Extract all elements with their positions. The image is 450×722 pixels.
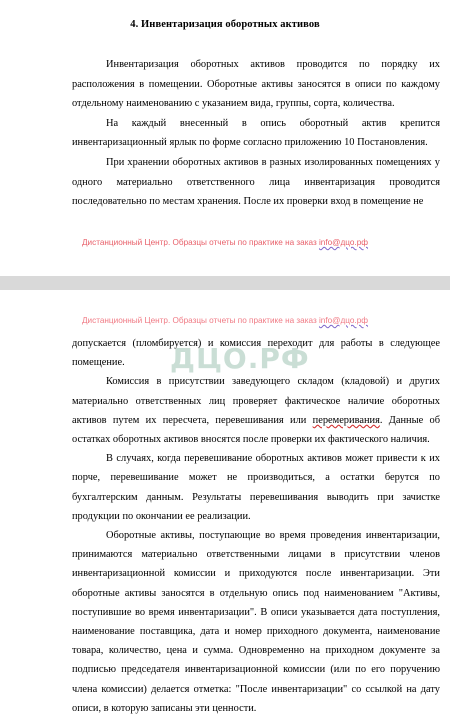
paragraph-text: Комиссия в присутствии заведующего складом (кладовой) и других материально ответственных лиц проверяет фактическое наличие оборотных активов путем их пересчета, перевешивания или [72,376,440,426]
spellcheck-marked-word: перемеривания [312,414,380,426]
paragraph: В случаях, когда перевешивание оборотных активов может привести к их порче, перевешивание может не производиться, а остатки берутся по бухгалтерским данным. Результаты перевешивания выводить при зачистке продукции по окончании ее реализации. [72,453,440,522]
watermark-link[interactable]: info@дцо.рф [318,238,368,247]
watermark-text: Дистанционный Центр. Образцы отчеты по практике на заказ [81,238,317,247]
watermark-link[interactable]: info@дцо.рф [318,316,368,325]
paragraph: Оборотные активы, поступающие во время проведения инвентаризации, принимаются материально ответственными лицами в присутствии членов инвентаризационной комиссии и приходуются после инвентаризации. Эти оборотные активы заносятся в отдельную опись под наименованием "Активы, поступившие во время инвентаризации". В описи указывается дата поступления, наименование поставщика, дата и номер приходного документа, наименование товара, количество, цена и сумма. Одновременно на приходном документе за подписью председателя инвентаризационной комиссии (или по его поручению члена комиссии) делается отметка: "После инвентаризации" со ссылкой на дату описи, в которую записаны эти ценности. [72,530,440,714]
document-page-1 [0,0,450,276]
paragraph: При хранении оборотных активов в разных изолированных помещениях у одного материально ответственного лица инвентаризация проводится последовательно по местам хранения. После их проверки вход в помещение не [72,156,440,208]
page-1-body [72,55,440,212]
section-title: 4. Инвентаризация оборотных активов [130,19,320,30]
paragraph [72,372,440,449]
paragraph: На каждый внесенный в опись оборотный актив крепится инвентаризационный ярлык по форме согласно приложению 10 Постановления. [72,117,440,149]
watermark-text: Дистанционный Центр. Образцы отчеты по практике на заказ [81,316,317,325]
paragraph-continuation: допускается (пломбируется) и комиссия переходит для работы в следующее помещение. [72,338,440,369]
page-2-body [72,334,440,718]
header-watermark [0,316,450,325]
logo-watermark: ДЦО.РФ [170,342,310,375]
paragraph-text: . Данные об остатках оборотных активов вносятся после проверки их фактического наличия. [72,414,440,446]
document-page-2 [0,290,450,722]
page-break [0,276,450,290]
paragraph: Инвентаризация оборотных активов проводится по порядку их расположения в помещении. Оборотные активы заносятся в описи по каждому отдельному наименованию с указанием вида, группы, сорта, количества. [72,59,440,110]
footer-watermark [0,238,450,247]
